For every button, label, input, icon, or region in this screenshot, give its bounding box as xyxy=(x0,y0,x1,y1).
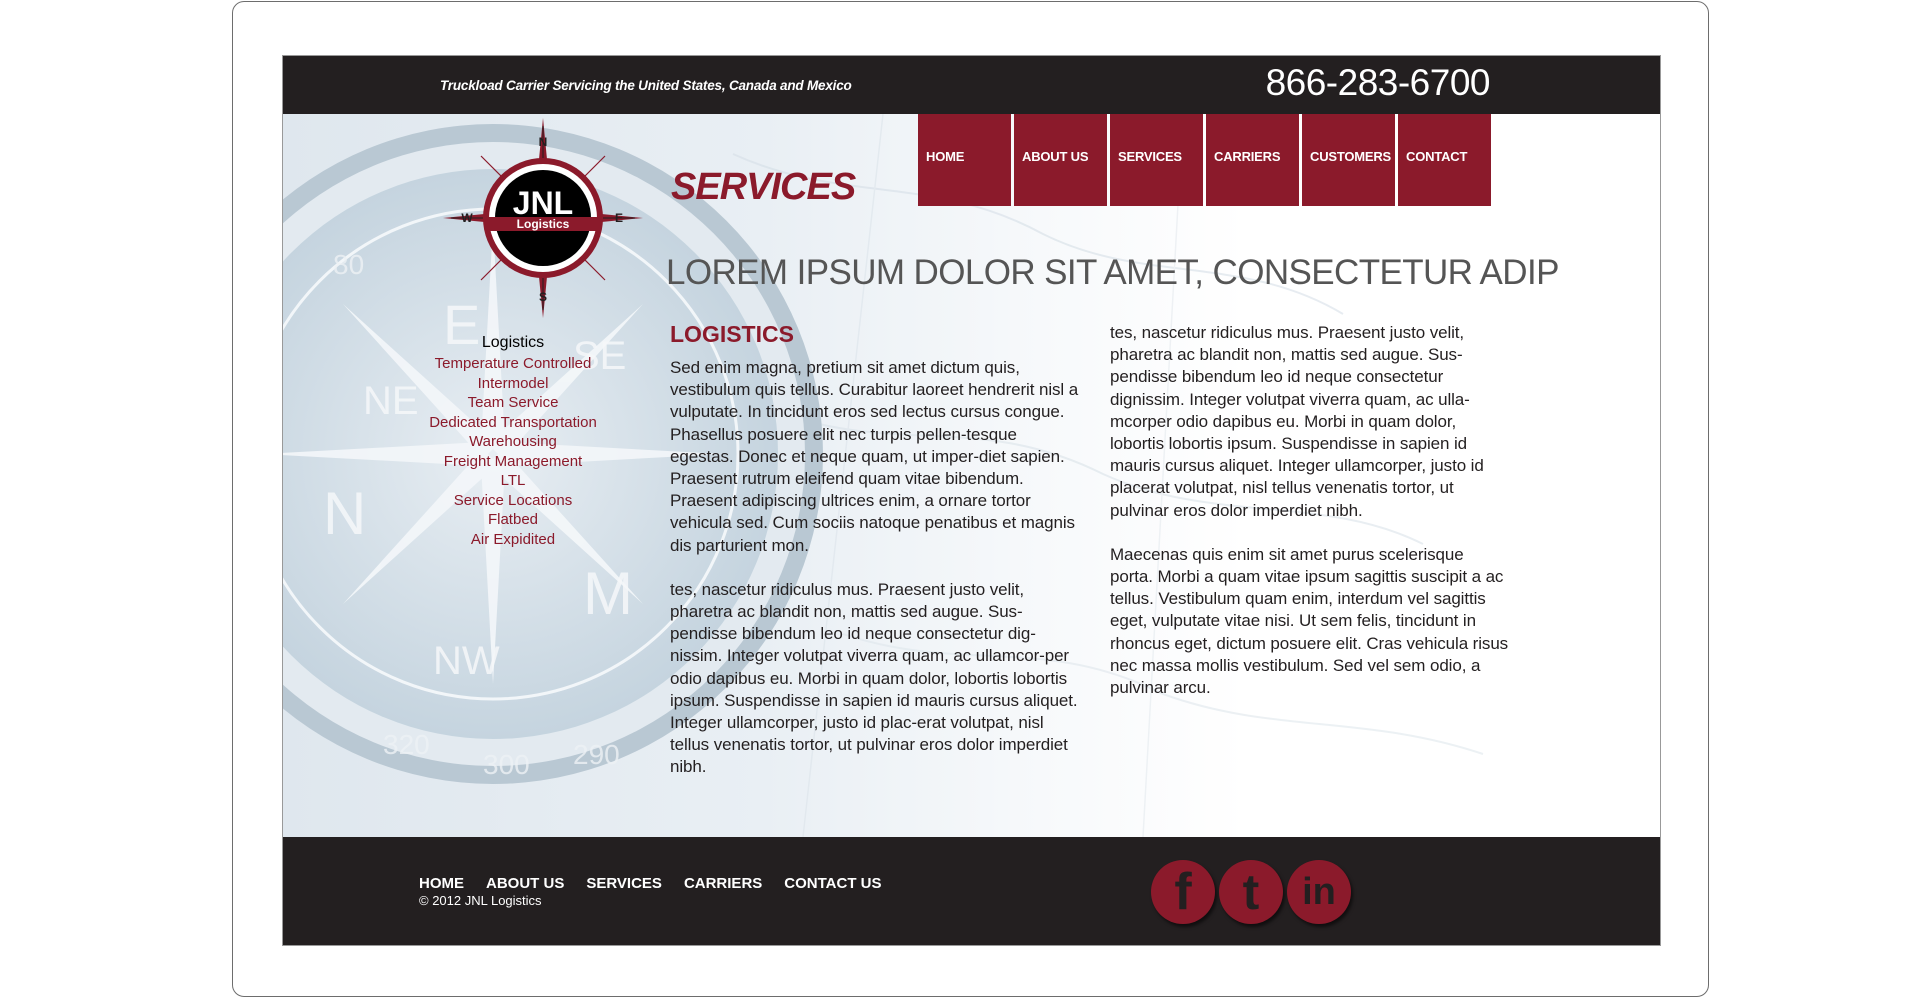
footer-link-about-us[interactable]: ABOUT US xyxy=(486,875,565,892)
paragraph: tes, nascetur ridiculus mus. Praesent justo velit, pharetra ac blandit non, mattis sed augue. Sus-pendisse bibendum leo id neque consectetur dignissim. Integer volutpat viverra quam, ac ulla-mcorper odio dapibus eu. Morbi in quam dolor, lobortis lobortis ipsum. Suspendisse in sapien id mauris cursus aliquet. Integer ullamcorper, justo id placerat volutpat, nisl tellus venenatis tortor, ut pulvinar eros dolor imperdiet nibh. xyxy=(1110,323,1484,520)
content-left-column xyxy=(670,321,1080,801)
copyright: © 2012 JNL Logistics xyxy=(419,893,542,908)
sidebar-link-ltl[interactable]: LTL xyxy=(500,472,526,489)
tagline: Truckload Carrier Servicing the United States, Canada and Mexico xyxy=(440,78,852,93)
sidebar-link-intermodel[interactable]: Intermodel xyxy=(477,374,549,392)
svg-text:W: W xyxy=(461,211,473,225)
facebook-icon[interactable] xyxy=(1151,860,1215,924)
linkedin-icon[interactable] xyxy=(1287,860,1351,924)
nav-services[interactable]: SERVICES xyxy=(1110,114,1203,206)
sidebar-link-air-expidited[interactable]: Air Expidited xyxy=(470,530,556,548)
svg-text:JNL: JNL xyxy=(512,185,574,221)
page-title: SERVICES xyxy=(671,166,856,208)
footer-nav xyxy=(419,875,904,892)
nav-customers[interactable]: CUSTOMERS xyxy=(1302,114,1395,206)
sidebar-link-warehousing[interactable]: Warehousing xyxy=(469,433,557,450)
sidebar-link-flatbed[interactable]: Flatbed xyxy=(487,511,539,528)
footer-link-carriers[interactable]: CARRIERS xyxy=(683,875,763,892)
svg-text:E: E xyxy=(614,211,624,225)
sidebar-link-dedicated-transportation[interactable]: Dedicated Transportation xyxy=(429,413,597,431)
svg-text:320: 320 xyxy=(383,729,430,760)
sidebar-nav xyxy=(393,334,633,549)
nav-home[interactable]: HOME xyxy=(918,114,1011,206)
twitter-glyph: t xyxy=(1242,864,1260,920)
twitter-icon[interactable] xyxy=(1219,860,1283,924)
svg-text:E: E xyxy=(443,293,481,356)
sidebar-link-team-service[interactable]: Team Service xyxy=(467,394,559,411)
sidebar-title: Logistics xyxy=(481,334,545,351)
nav-contact[interactable]: CONTACT xyxy=(1398,114,1491,206)
website-mockup xyxy=(282,55,1661,946)
sidebar-link-temperature-controlled[interactable]: Temperature Controlled xyxy=(434,355,592,372)
svg-text:Logistics: Logistics xyxy=(516,217,570,231)
svg-text:300: 300 xyxy=(483,749,530,780)
compass-logo-icon xyxy=(443,118,643,318)
sidebar-link-service-locations[interactable]: Service Locations xyxy=(453,491,573,509)
svg-text:N: N xyxy=(538,135,548,149)
section-title: LOGISTICS xyxy=(670,321,794,347)
svg-text:S: S xyxy=(538,290,548,304)
nav-carriers[interactable]: CARRIERS xyxy=(1206,114,1299,206)
svg-text:N: N xyxy=(323,480,367,547)
top-bar xyxy=(283,56,1660,114)
sidebar-link-freight-management[interactable]: Freight Management xyxy=(443,452,583,470)
footer-link-services[interactable]: SERVICES xyxy=(586,875,662,892)
jnl-logistics-logo[interactable] xyxy=(443,118,643,323)
footer-link-contact-us[interactable]: CONTACT US xyxy=(784,875,882,892)
linkedin-glyph: in xyxy=(1302,870,1336,913)
facebook-glyph: f xyxy=(1174,863,1192,921)
svg-text:SE: SE xyxy=(573,334,627,378)
svg-text:M: M xyxy=(583,560,633,627)
phone-number: 866-283-6700 xyxy=(1265,62,1490,103)
social-links xyxy=(1151,860,1355,924)
content-right-column xyxy=(1110,322,1510,721)
paragraph: Sed enim magna, pretium sit amet dictum quis, vestibulum quis tellus. Curabitur laoreet hendrerit nisl a vulputate. In tincidunt eros sed lectus cursus congue. Phasellus posuere elit nec turpis pellen-tesque egestas. Donec et neque quam, ut imper-diet sapien. Praesent rutrum eleifend quam vitae bibendum. Praesent adipiscing ultrices enim, a ornare tortor vehicula sed. Cum sociis natoque penatibus et magnis dis parturient mon. xyxy=(670,358,1079,555)
paragraph: Maecenas quis enim sit amet purus scelerisque porta. Morbi a quam vitae ipsum sagittis suscipit a ac tellus. Vestibulum quam enim, interdum vel sagittis eget, vulputate vitae nisi. Ut sem felis, tincidunt in rhoncus eget, dictum posuere elit. Cras vehicula risus nec massa mollis vestibulum. Sed vel sem odio, a pulvinar arcu. xyxy=(1110,544,1509,698)
headline: LOREM IPSUM DOLOR SIT AMET, CONSECTETUR ADIP xyxy=(666,253,1559,292)
svg-text:290: 290 xyxy=(573,739,620,770)
svg-text:80: 80 xyxy=(333,249,365,280)
main-nav xyxy=(918,114,1494,206)
footer xyxy=(283,837,1660,946)
svg-text:NE: NE xyxy=(363,379,419,423)
paragraph: tes, nascetur ridiculus mus. Praesent justo velit, pharetra ac blandit non, mattis sed augue. Sus-pendisse bibendum leo id neque consectetur dig-nissim. Integer volutpat viverra quam, ac ullamcor-per odio dapibus eu. Morbi in quam dolor, lobortis lobortis ipsum. Suspendisse in sapien id mauris cursus aliquet. Integer ullamcorper, justo id plac-erat volutpat, nisl tellus venenatis tortor, ut pulvinar eros dolor imperdiet nibh. xyxy=(670,579,1078,777)
svg-text:NW: NW xyxy=(433,639,500,683)
nav-about-us[interactable]: ABOUT US xyxy=(1014,114,1107,206)
footer-link-home[interactable]: HOME xyxy=(419,875,464,892)
